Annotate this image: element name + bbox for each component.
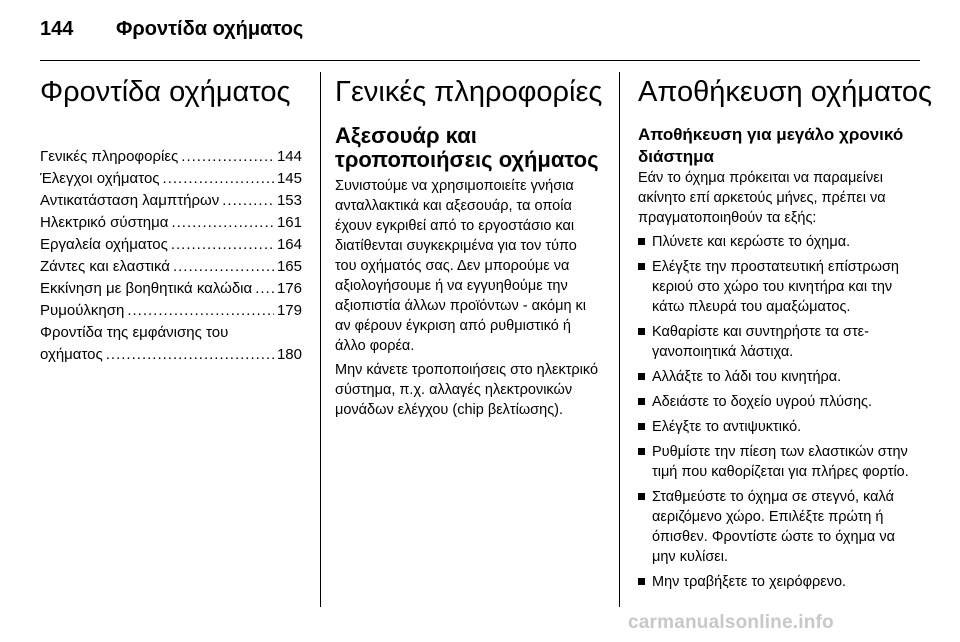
toc-leader [173, 256, 274, 278]
paragraph: Συνιστούμε να χρησιμοποιείτε γνήσια ανταλλακτικά και αξεσουάρ, τα οποία έχουν εγκριθεί από το εργοστάσιο και διατίθενται συγκεκριμένα για τον τύπο του οχήματός σας. Δεν μπορούμε να αξιολογήσουμε ή να εγγυηθούμε την αξιοπιστία άλλων προϊόντων - ακόμη κι αν φέρουν έγκριση από ρυθμιστικό ή άλλο φορέα. [335, 178, 587, 354]
toc-entry-title: Εκκίνηση με βοηθητικά καλώδια [40, 280, 253, 297]
chapter-toc [40, 146, 302, 366]
checklist-item: Ρυθμίστε την πίεση των ελαστικών στην τιμή που καθορίζεται για πλήρες φορτίο. [638, 442, 912, 482]
checklist-item: Καθαρίστε και συντηρήστε τα στεγανοποιητικά λάστιχα. [638, 322, 912, 362]
toc-entry-page: 144 [276, 148, 302, 165]
watermark: carmanualsonline.info [628, 612, 834, 633]
toc-entry-page: 153 [276, 192, 302, 209]
toc-leader [163, 168, 274, 190]
toc-entry-page: 165 [276, 258, 302, 275]
toc-column [40, 72, 302, 366]
toc-leader [255, 278, 274, 300]
toc-entry[interactable] [40, 278, 302, 300]
toc-entry-title: Αντικατάσταση λαμπτήρων [40, 192, 220, 209]
toc-entry-title: Ρυμούλκηση [40, 302, 125, 319]
toc-entry-page: 180 [276, 346, 302, 363]
checklist-item: Ελέγξτε το αντιψυκτικό. [638, 417, 912, 437]
header-rule [40, 60, 920, 61]
toc-entry[interactable] [40, 190, 302, 212]
checklist-item: Ελέγξτε την προστατευτική επίστρωση κεριού στο χώρο του κινητήρα και την κάτω πλευρά του αμαξώματος. [638, 257, 912, 317]
running-title: Φροντίδα οχήματος [116, 18, 304, 40]
toc-entry-page: 164 [276, 236, 302, 253]
toc-leader [171, 212, 274, 234]
toc-entry[interactable] [40, 256, 302, 278]
intro-paragraph: Εάν το όχημα πρόκειται να παραμείνει ακίνητο επί αρκετούς μήνες, πρέπει να πραγματοποιηθούν τα εξής: [638, 170, 886, 226]
toc-entry-page: 176 [276, 280, 302, 297]
checklist-item: Μην τραβήξετε το χειρόφρενο. [638, 572, 912, 592]
toc-entry-title-line1: Φροντίδα της εμφάνισης του [40, 324, 229, 341]
toc-entry-page: 145 [276, 170, 302, 187]
general-info-column [335, 72, 601, 424]
toc-leader [127, 300, 274, 322]
chapter-title: Φροντίδα οχήματος [40, 76, 291, 108]
toc-entry-page: 179 [276, 302, 302, 319]
toc-entry-title: Ζάντες και ελαστικά [40, 258, 170, 275]
toc-entry[interactable] [40, 212, 302, 234]
toc-entry[interactable] [40, 322, 302, 366]
toc-leader [106, 344, 274, 366]
toc-entry[interactable] [40, 168, 302, 190]
toc-entry[interactable] [40, 234, 302, 256]
toc-entry-title: οχήματος [40, 346, 103, 363]
toc-leader [171, 234, 274, 256]
page-number: 144 [40, 18, 74, 40]
checklist-item: Αλλάξτε το λάδι του κινητήρα. [638, 367, 912, 387]
storage-checklist [638, 232, 912, 592]
subsection-title: Αξεσουάρ και τροποποιήσεις οχήματος [335, 123, 599, 172]
subsection-title: Αποθήκευση για μεγάλο χρονικό διάστημα [638, 125, 904, 166]
paragraph: Μην κάνετε τροποποιήσεις στο ηλεκτρικό σύστημα, π.χ. αλλαγές ηλεκτρονικών μονάδων ελέγχου (chip βελτίωσης). [335, 362, 599, 418]
toc-entry-page: 161 [276, 214, 302, 231]
toc-entry[interactable] [40, 300, 302, 322]
running-header [40, 18, 303, 44]
section-title: Αποθήκευση οχήματος [638, 76, 933, 108]
checklist-item: Σταθμεύστε το όχημα σε στεγνό, καλά αεριζόμενο χώρο. Επιλέξτε πρώτη ή όπισθεν. Φροντίστε ώστε το όχημα να μην κυλίσει. [638, 487, 912, 567]
toc-leader [222, 190, 274, 212]
section-title: Γενικές πληροφορίες [335, 76, 603, 108]
column-divider [619, 72, 620, 607]
column-divider [320, 72, 321, 607]
toc-entry-title: Γενικές πληροφορίες [40, 148, 179, 165]
toc-leader [181, 146, 274, 168]
storage-column [638, 72, 933, 597]
checklist-item: Αδειάστε το δοχείο υγρού πλύσης. [638, 392, 912, 412]
toc-entry-title: Ηλεκτρικό σύστημα [40, 214, 169, 231]
checklist-item: Πλύνετε και κερώστε το όχημα. [638, 232, 912, 252]
toc-entry-title: Έλεγχοι οχήματος [40, 170, 160, 187]
toc-entry[interactable] [40, 146, 302, 168]
toc-entry-title: Εργαλεία οχήματος [40, 236, 168, 253]
